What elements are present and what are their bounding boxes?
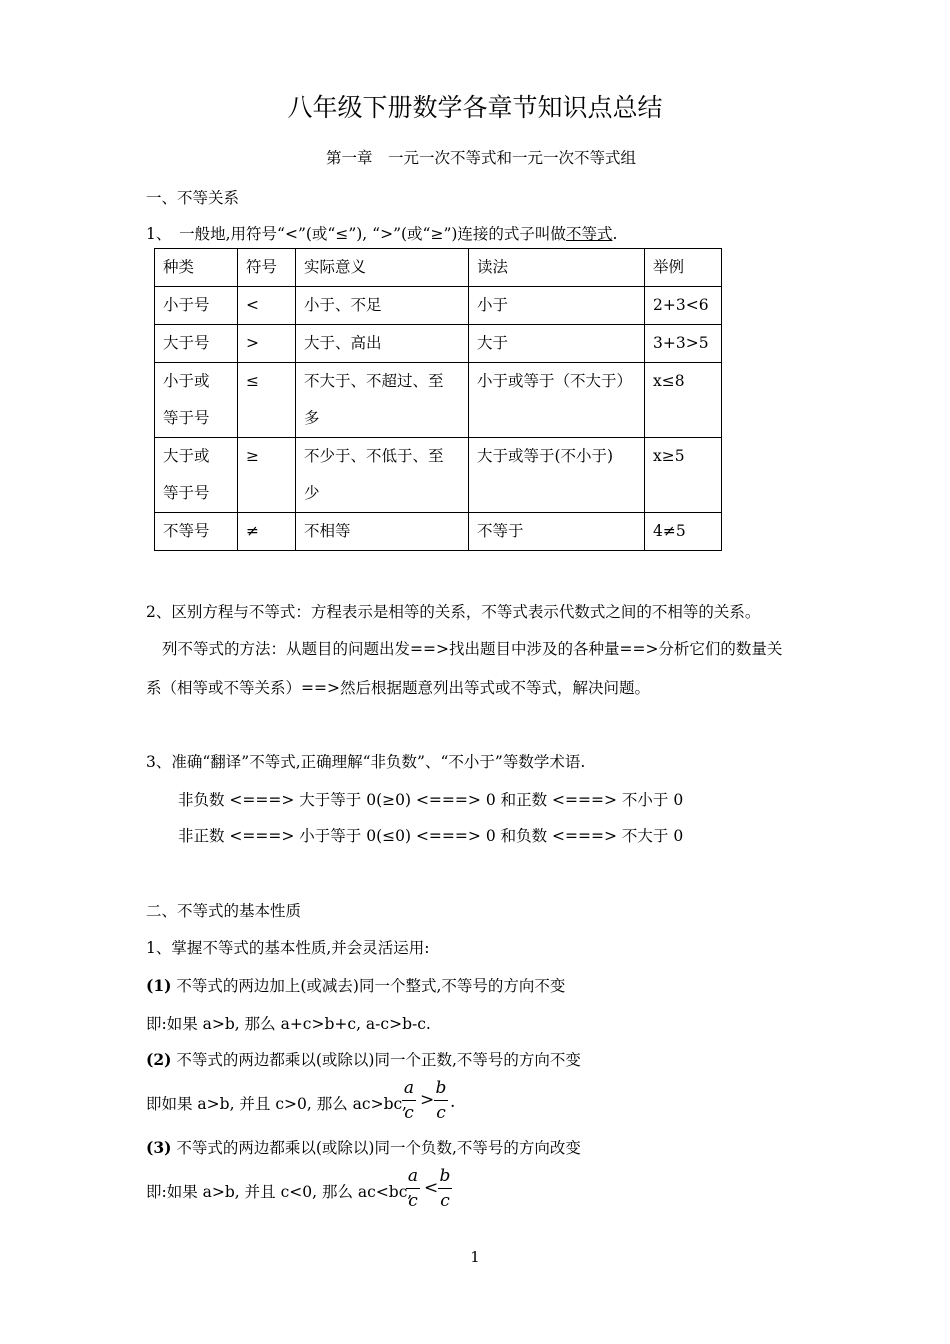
paragraph-end: . — [612, 225, 618, 243]
table-cell: 大于或等于(不小于) — [469, 438, 645, 513]
paragraph-text: 1、 一般地,用符号“<”(或“≤”), “>”(或“≥”)连接的式子叫做 — [146, 225, 566, 243]
table-row — [155, 363, 722, 438]
table-cell: ≤ — [238, 363, 296, 438]
fraction-b-over-c — [434, 1078, 448, 1123]
table-cell: 不相等 — [296, 513, 469, 551]
table-cell: x≤8 — [645, 363, 722, 438]
paragraph-translation: 3、准确“翻译”不等式,正确理解“非负数”、“不小于”等数学术语. — [146, 753, 586, 771]
table-row — [155, 513, 722, 551]
property-1-example: 即:如果 a>b, 那么 a+c>b+c, a-c>b-c. — [146, 1015, 431, 1033]
denominator: c — [404, 1103, 414, 1123]
table-cell — [296, 363, 469, 438]
property-text: 不等式的两边都乘以(或除以)同一个负数,不等号的方向改变 — [171, 1139, 581, 1157]
paragraph-intro: 1、掌握不等式的基本性质,并会灵活运用: — [146, 939, 430, 957]
property-number: (3) — [146, 1138, 172, 1157]
relation-symbol: > — [420, 1090, 435, 1110]
numerator: a — [407, 1166, 419, 1186]
table-cell — [155, 438, 238, 513]
table-cell: > — [238, 325, 296, 363]
table-cell: 不等号 — [155, 513, 238, 551]
paragraph-equation-vs-inequality: 2、区别方程与不等式：方程表示是相等的关系，不等式表示代数式之间的不相等的关系。 — [146, 603, 761, 621]
denominator: c — [440, 1191, 450, 1211]
term-underlined: 不等式 — [565, 225, 613, 243]
fraction-a-over-c — [402, 1078, 416, 1123]
cell-line: 等于号 — [163, 409, 210, 427]
chapter-heading: 第一章 一元一次不等式和一元一次不等式组 — [326, 149, 637, 167]
page-number: 1 — [470, 1248, 480, 1266]
cell-line: 少 — [304, 484, 320, 502]
numerator: a — [403, 1078, 415, 1098]
table-cell — [296, 438, 469, 513]
table-cell: 大于号 — [155, 325, 238, 363]
table-cell: ≠ — [238, 513, 296, 551]
equivalence-line-nonpositive: 非正数 <===> 小于等于 0(≤0) <===> 0 和负数 <===> 不大于 0 — [178, 827, 684, 845]
numerator: b — [439, 1166, 451, 1186]
property-2 — [146, 1048, 581, 1070]
table-cell — [155, 363, 238, 438]
table-header-cell: 实际意义 — [296, 249, 469, 287]
paragraph-method-line2: 系（相等或不等关系）==>然后根据题意列出等式或不等式，解决问题。 — [146, 679, 650, 697]
cell-line: 不大于、不超过、至 — [304, 372, 444, 390]
equivalence-line-nonnegative: 非负数 <===> 大于等于 0(≥0) <===> 0 和正数 <===> 不小于 0 — [178, 791, 684, 809]
fraction-b-over-c — [438, 1166, 452, 1211]
denominator: c — [436, 1103, 446, 1123]
fraction-a-over-c — [406, 1166, 420, 1211]
property-number: (2) — [146, 1050, 172, 1069]
paragraph-method-line1: 列不等式的方法：从题目的问题出发==>找出题目中涉及的各种量==>分析它们的数量关 — [162, 640, 783, 658]
cell-line: 多 — [304, 409, 320, 427]
property-text: 不等式的两边都乘以(或除以)同一个正数,不等号的方向不变 — [171, 1051, 581, 1069]
property-2-example: 即如果 a>b, 并且 c>0, 那么 ac>bc, — [146, 1095, 408, 1113]
paragraph-definition — [146, 222, 617, 244]
table-cell: < — [238, 287, 296, 325]
inequality-symbol-table — [154, 248, 722, 551]
relation-symbol: < — [424, 1178, 439, 1198]
period: . — [450, 1092, 456, 1112]
table-cell: ≥ — [238, 438, 296, 513]
section-heading: 二、不等式的基本性质 — [146, 902, 302, 920]
table-cell: 小于号 — [155, 287, 238, 325]
property-3 — [146, 1136, 581, 1158]
table-cell: 3+3>5 — [645, 325, 722, 363]
property-text: 不等式的两边加上(或减去)同一个整式,不等号的方向不变 — [171, 977, 566, 995]
page-title: 八年级下册数学各章节知识点总结 — [287, 93, 663, 122]
table-cell: 小于、不足 — [296, 287, 469, 325]
table-cell: 小于 — [469, 287, 645, 325]
cell-line: 等于号 — [163, 484, 210, 502]
table-cell: 小于或等于（不大于） — [469, 363, 645, 438]
property-1 — [146, 974, 565, 996]
cell-line: 大于或 — [163, 447, 210, 465]
table-header-cell: 举例 — [645, 249, 722, 287]
section-heading: 一、不等关系 — [146, 189, 240, 207]
table-cell: 2+3<6 — [645, 287, 722, 325]
cell-line: 不少于、不低于、至 — [304, 447, 444, 465]
property-3-example: 即:如果 a>b, 并且 c<0, 那么 ac<bc, — [146, 1183, 413, 1201]
denominator: c — [408, 1191, 418, 1211]
table-cell: 大于、高出 — [296, 325, 469, 363]
table-header-row — [155, 249, 722, 287]
table-cell: 4≠5 — [645, 513, 722, 551]
table-header-cell: 符号 — [238, 249, 296, 287]
table-header-cell: 种类 — [155, 249, 238, 287]
table-row — [155, 287, 722, 325]
table-cell: x≥5 — [645, 438, 722, 513]
table-cell: 不等于 — [469, 513, 645, 551]
table-row — [155, 325, 722, 363]
cell-line: 小于或 — [163, 372, 210, 390]
property-number: (1) — [146, 976, 172, 995]
table-header-cell: 读法 — [469, 249, 645, 287]
table-row — [155, 438, 722, 513]
numerator: b — [435, 1078, 447, 1098]
table-cell: 大于 — [469, 325, 645, 363]
